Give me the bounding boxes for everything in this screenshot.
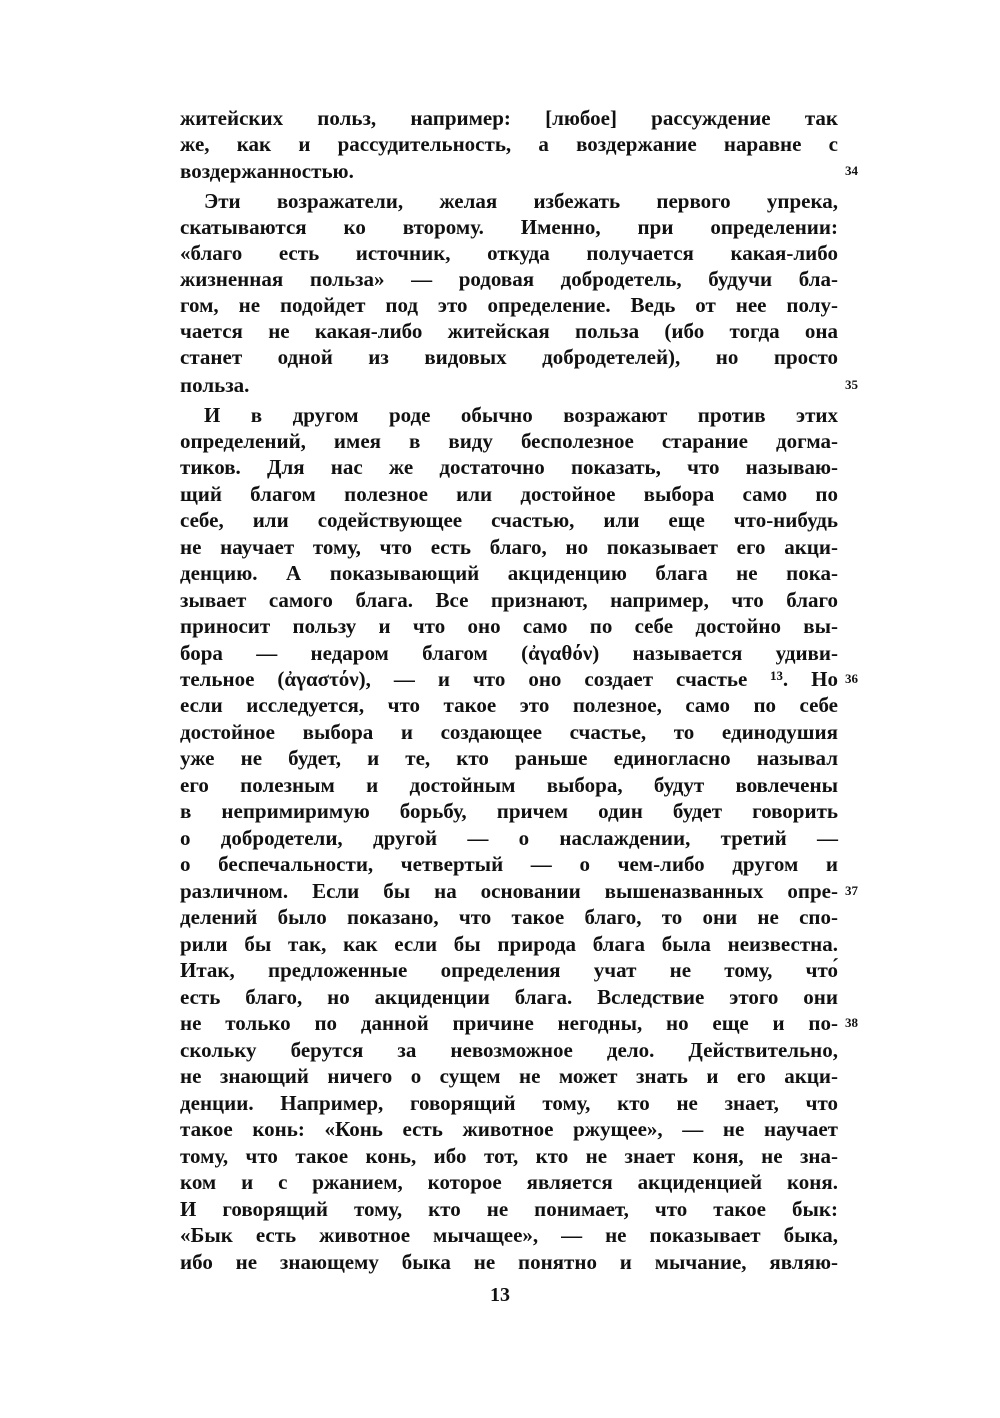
text-line: скатываются ко второму. Именно, при определении:	[180, 215, 838, 239]
margin-number: 34	[845, 163, 858, 178]
text-line: воздержанностью.	[180, 159, 354, 183]
text-line: бора — недаром благом (ἀγαθόν) называется удиви-	[180, 641, 838, 665]
text-line: достойное выбора и создающее счастье, то единодушия	[180, 720, 838, 744]
text-line: чается не какая-либо житейская польза (ибо тогда она	[180, 319, 838, 343]
text-line: «благо есть источник, откуда получается какая-либо	[180, 241, 838, 265]
text-line: Итак, предложенные определения учат не тому, что́	[180, 958, 838, 982]
text-line: в непримиримую борьбу, причем один будет говорить	[180, 799, 838, 823]
text-line: приносит пользу и что оно само по себе достойно вы-	[180, 614, 838, 638]
text-line: ком и с ржанием, которое является акциденцией коня.	[180, 1170, 838, 1194]
text-line: станет одной из видовых добродетелей), но просто	[180, 345, 838, 369]
text-line: же, как и рассудительность, а воздержание наравне с	[180, 132, 838, 156]
text-line: не научает тому, что есть благо, но показывает его акци-	[180, 535, 838, 559]
text-line: житейских польз, например: [любое] рассуждение так	[180, 106, 838, 130]
text-line: скольку берутся за невозможное дело. Действительно,	[180, 1038, 838, 1062]
margin-number: 37	[845, 883, 858, 898]
text-line: различном. Если бы на основании вышеназванных опре-	[180, 879, 838, 903]
text-line: тиков. Для нас же достаточно показать, что называю-	[180, 455, 838, 479]
text-line: делений было показано, что такое благо, то они не спо-	[180, 905, 838, 929]
text-line: денции. Например, говорящий тому, кто не знает, что	[180, 1091, 838, 1115]
text-line: есть благо, но акциденции блага. Вследствие этого они	[180, 985, 838, 1009]
text-line: не только по данной причине негодны, но еще и по-	[180, 1011, 838, 1035]
text-line: себе, или содействующее счастью, или еще что-нибудь	[180, 508, 838, 532]
text-line: рили бы так, как если бы природа блага была неизвестна.	[180, 932, 838, 956]
text-line: о добродетели, другой — о наслаждении, третий —	[180, 826, 838, 850]
text-line: такое конь: «Конь есть животное ржущее», — не научает	[180, 1117, 838, 1141]
text-line: Эти возражатели, желая избежать первого упрека,	[204, 189, 838, 213]
text-line: если исследуется, что такое это полезное, само по себе	[180, 693, 838, 717]
text-line: польза.	[180, 373, 250, 397]
text-line: его полезным и достойным выбора, будут вовлечены	[180, 773, 838, 797]
text-line: о беспечальности, четвертый — о чем-либо другом и	[180, 852, 838, 876]
text-line: не знающий ничего о сущем не может знать и его акци-	[180, 1064, 838, 1088]
text-line: щий благом полезное или достойное выбора само по	[180, 482, 838, 506]
text-line: жизненная польза» — родовая добродетель, будучи бла-	[180, 267, 838, 291]
page-number: 13	[490, 1284, 510, 1306]
text-line: денцию. А показывающий акциденцию блага не пока-	[180, 561, 838, 585]
text-line: зывает самого блага. Все признают, например, что благо	[180, 588, 838, 612]
text-line: И в другом роде обычно возражают против этих	[204, 403, 838, 427]
text-line: тельное (ἀγαστόν), — и что оно создает счастье ¹³. Но	[180, 667, 838, 691]
margin-number: 36	[845, 671, 858, 686]
text-line: ибо не знающему быка не понятно и мычание, являю-	[180, 1250, 838, 1274]
margin-number: 38	[845, 1015, 858, 1030]
margin-number: 35	[845, 377, 858, 392]
text-line: тому, что такое конь, ибо тот, кто не знает коня, не зна-	[180, 1144, 838, 1168]
text-line: определений, имея в виду бесполезное старание догма-	[180, 429, 838, 453]
text-line: гом, не подойдет под это определение. Ведь от нее полу-	[180, 293, 838, 317]
text-line: уже не будет, и те, кто раньше единогласно называл	[180, 746, 838, 770]
text-line: И говорящий тому, кто не понимает, что такое бык:	[180, 1197, 838, 1221]
text-line: «Бык есть животное мычащее», — не показывает быка,	[180, 1223, 838, 1247]
